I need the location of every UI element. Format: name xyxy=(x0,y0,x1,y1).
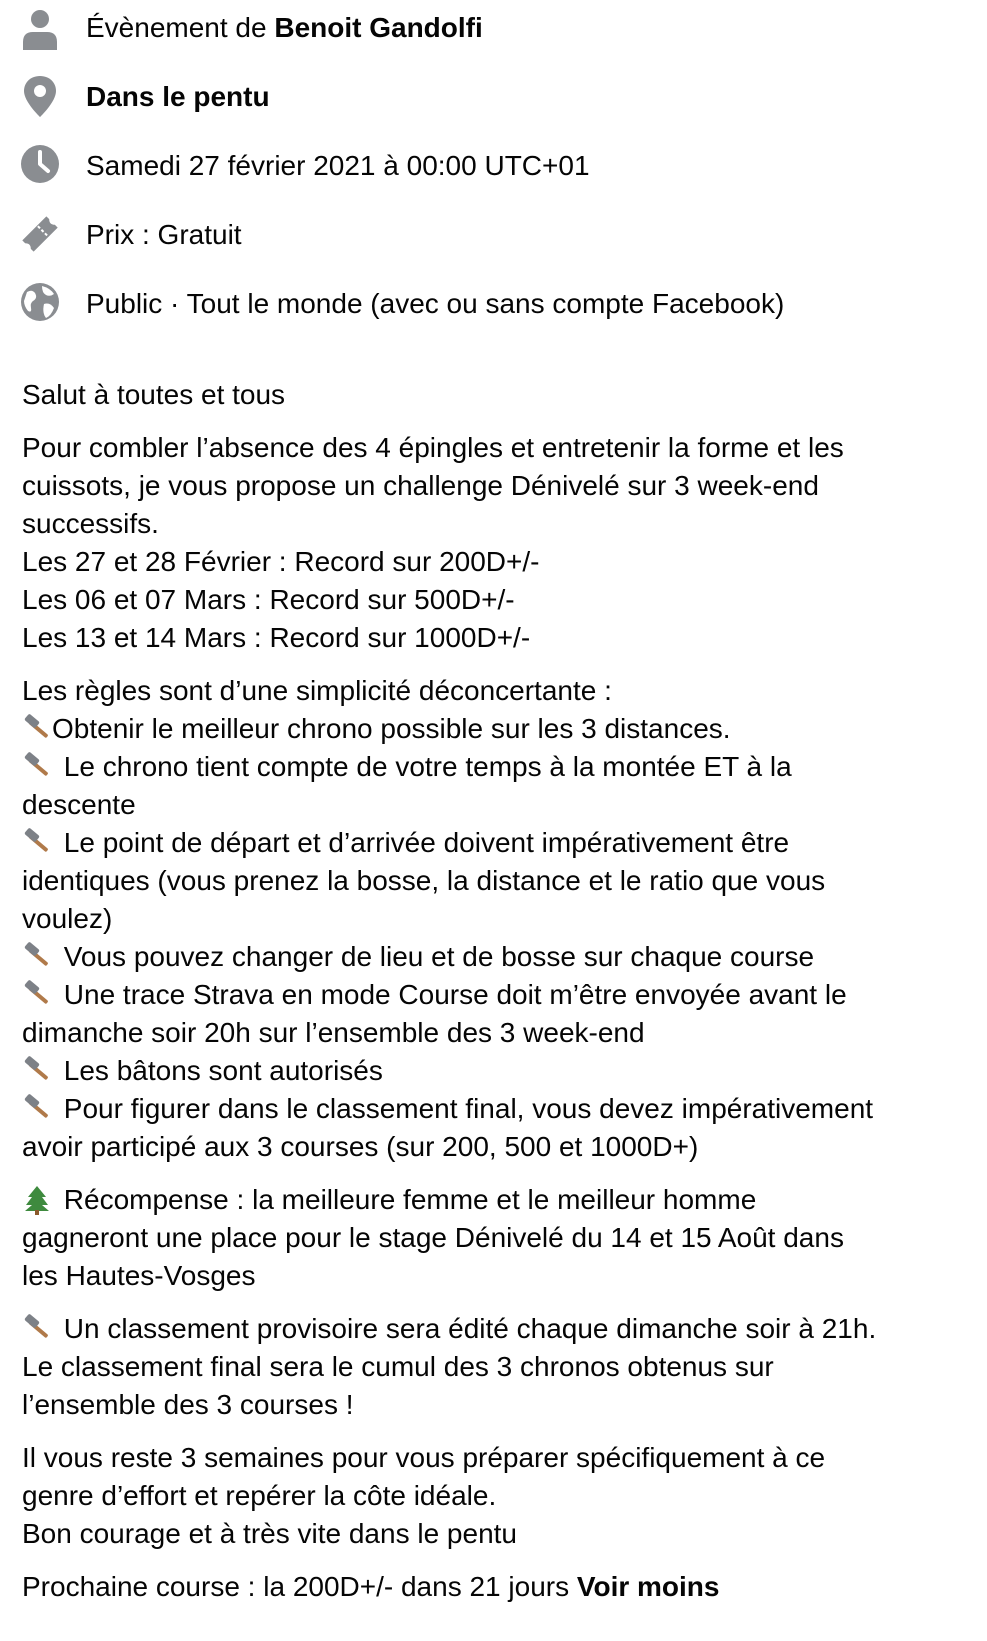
organizer-row xyxy=(0,0,987,60)
hammer-emoji-icon xyxy=(22,980,52,1010)
greeting-paragraph xyxy=(22,376,972,414)
location-pin-icon xyxy=(20,74,60,118)
hammer-emoji-icon xyxy=(22,714,52,744)
reward-line: Récompense : la meilleure femme et le meilleur homme xyxy=(22,1181,972,1219)
price-row xyxy=(0,206,987,266)
schedule-line: Les 27 et 28 Février : Record sur 200D+/- xyxy=(22,546,540,577)
closing-line: Il vous reste 3 semaines pour vous préparer spécifiquement à ce xyxy=(22,1442,826,1473)
datetime-row xyxy=(0,137,987,197)
ticket-icon xyxy=(20,212,60,256)
hammer-emoji-icon xyxy=(22,828,52,858)
rules-paragraph xyxy=(22,672,972,1166)
organizer-text xyxy=(86,10,483,46)
rule-line: Pour figurer dans le classement final, vous devez impérativement xyxy=(22,1090,972,1128)
organizer-prefix: Évènement de xyxy=(86,12,275,43)
rule-line: Une trace Strava en mode Course doit m’être envoyée avant le xyxy=(22,976,972,1014)
clock-icon xyxy=(20,142,60,186)
hammer-emoji-icon xyxy=(22,942,52,972)
rule-line: Le point de départ et d’arrivée doivent impérativement être xyxy=(22,824,972,862)
rule-line: voulez) xyxy=(22,903,113,934)
see-less-link[interactable]: Voir moins xyxy=(576,1571,720,1602)
schedule-line: Les 06 et 07 Mars : Record sur 500D+/- xyxy=(22,584,515,615)
rule-line: identiques (vous prenez la bosse, la distance et le ratio que vous xyxy=(22,865,826,896)
intro-line: Pour combler l’absence des 4 épingles et entretenir la forme et les xyxy=(22,432,844,463)
next-race-text: Prochaine course : la 200D+/- dans 21 jours xyxy=(22,1571,570,1602)
evergreen-tree-emoji-icon xyxy=(22,1185,52,1215)
reward-line: gagneront une place pour le stage Dénivelé du 14 et 15 Août dans xyxy=(22,1222,844,1253)
ranking-line: Un classement provisoire sera édité chaque dimanche soir à 21h. xyxy=(22,1310,972,1348)
schedule-line: Les 13 et 14 Mars : Record sur 1000D+/- xyxy=(22,622,531,653)
rules-title: Les règles sont d’une simplicité déconcertante : xyxy=(22,675,612,706)
rule-line: dimanche soir 20h sur l’ensemble des 3 week-end xyxy=(22,1017,645,1048)
rule-line: Le chrono tient compte de votre temps à la montée ET à la xyxy=(22,748,972,786)
closing-line: Bon courage et à très vite dans le pentu xyxy=(22,1518,517,1549)
rule-line: Vous pouvez changer de lieu et de bosse sur chaque course xyxy=(22,938,972,976)
closing-paragraph xyxy=(22,1439,972,1553)
event-price: Prix : Gratuit xyxy=(86,219,242,250)
ranking-line: l’ensemble des 3 courses ! xyxy=(22,1389,354,1420)
intro-line: cuissots, je vous propose un challenge Dénivelé sur 3 week-end xyxy=(22,470,819,501)
group-name-link[interactable]: Dans le pentu xyxy=(86,81,270,112)
hammer-emoji-icon xyxy=(22,1094,52,1124)
rule-line: Les bâtons sont autorisés xyxy=(22,1052,972,1090)
greeting-text: Salut à toutes et tous xyxy=(22,379,286,410)
reward-paragraph xyxy=(22,1181,972,1295)
intro-line: successifs. xyxy=(22,508,159,539)
person-icon xyxy=(20,6,60,50)
hammer-emoji-icon xyxy=(22,1056,52,1086)
next-race-paragraph xyxy=(22,1568,972,1606)
rule-line: Obtenir le meilleur chrono possible sur les 3 distances. xyxy=(22,710,972,748)
intro-paragraph xyxy=(22,429,972,657)
event-privacy: Public · Tout le monde (avec ou sans compte Facebook) xyxy=(86,288,785,319)
privacy-row xyxy=(0,275,987,335)
group-row xyxy=(0,68,987,128)
reward-line: les Hautes-Vosges xyxy=(22,1260,256,1291)
organizer-name-link[interactable]: Benoit Gandolfi xyxy=(274,12,483,43)
hammer-emoji-icon xyxy=(22,752,52,782)
ranking-paragraph xyxy=(22,1310,972,1424)
rule-line: avoir participé aux 3 courses (sur 200, 500 et 1000D+) xyxy=(22,1131,699,1162)
event-datetime: Samedi 27 février 2021 à 00:00 UTC+01 xyxy=(86,150,590,181)
rule-line: descente xyxy=(22,789,136,820)
closing-line: genre d’effort et repérer la côte idéale. xyxy=(22,1480,497,1511)
globe-icon xyxy=(20,280,60,324)
event-description xyxy=(22,376,972,1621)
ranking-line: Le classement final sera le cumul des 3 chronos obtenus sur xyxy=(22,1351,774,1382)
next-race-line xyxy=(22,1568,972,1606)
hammer-emoji-icon xyxy=(22,1314,52,1344)
